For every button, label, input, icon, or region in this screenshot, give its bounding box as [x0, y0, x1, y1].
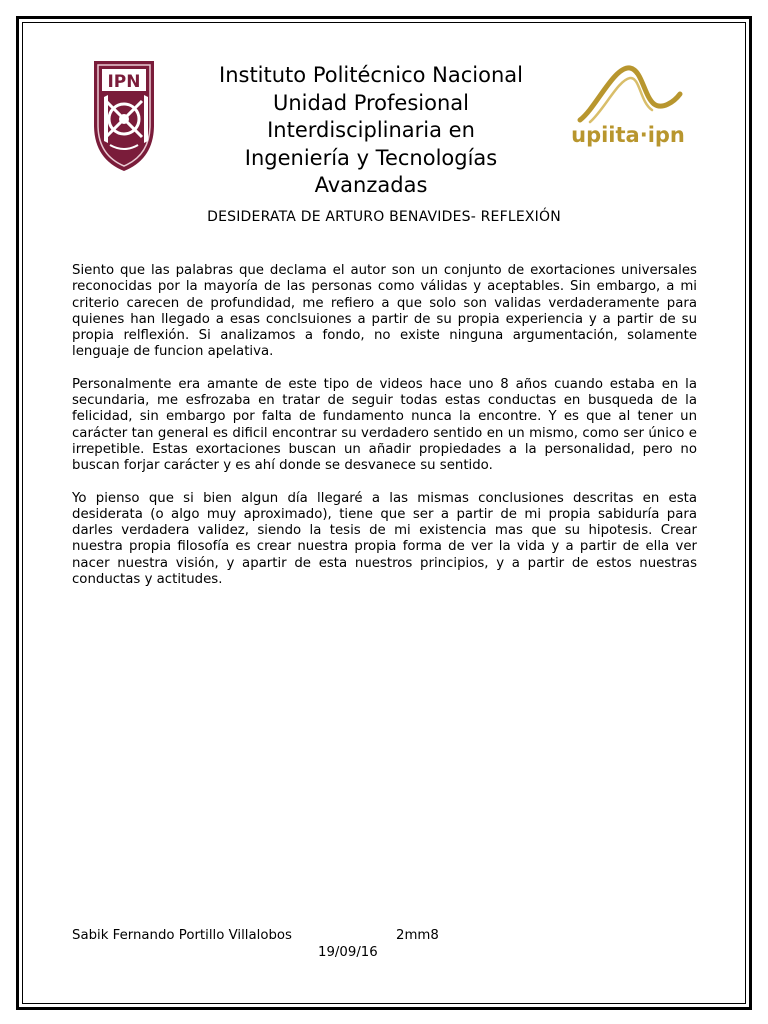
- header-line: Unidad Profesional: [273, 90, 469, 115]
- header-line: Avanzadas: [314, 173, 428, 197]
- upiita-logo: [568, 58, 688, 168]
- group-code: 2mm8: [396, 928, 439, 943]
- header-line: Ingeniería y Tecnologías: [244, 145, 498, 170]
- upiita-logo-text: upiita·ipn: [571, 123, 685, 147]
- paragraph: Yo pienso que si bien algun día llegaré a las mismas conclusiones descritas en esta desiderata (o algo muy aproximado), tiene que ser a partir de mi propia sabiduría para darles verdadera validez, siendo la tesis de mi existencia mas que su hipotesis. Crear nuestra propia filosofía es crear nuestra propia forma de ver la vida y a partir de ella ver nacer nuestra visión, y apartir de esta nuestros principios, y a partir de estos nuestras conductas y actitudes.: [72, 490, 697, 588]
- author-name: Sabik Fernando Portillo Villalobos: [72, 928, 292, 943]
- ipn-logo-text: IPN: [107, 72, 141, 92]
- paragraph: Siento que las palabras que declama el autor son un conjunto de exortaciones universales reconocidas por la mayoría de las personas como válidas y aceptables. Sin embargo, a mi criterio carecen de profundidad, me refiero a que solo son validas verdaderamente para quienes han llegado a esas conclsuiones a partir de su propia experiencia y a partir de su propia relflexión. Si analizamos a fondo, no existe ninguna argumentación, solamente lenguaje de funcion apelativa.: [72, 263, 697, 360]
- header-line: Instituto Politécnico Nacional: [219, 63, 523, 87]
- document-title: DESIDERATA DE ARTURO BENAVIDES- REFLEXIÓN: [207, 209, 561, 225]
- upiita-swoosh-icon: [568, 58, 688, 168]
- document-date: 19/09/16: [318, 945, 378, 960]
- header-line: Interdisciplinaria en: [267, 118, 475, 142]
- ipn-logo: [88, 55, 160, 173]
- paragraph: Personalmente era amante de este tipo de videos hace uno 8 años cuando estaba en la secundaria, me esfrozaba en tratar de seguir todas estas conductas en busqueda de la felicidad, sin embargo por falta de fundamento nunca la encontre. Y es que al tener un carácter tan general es dificil encontrar su verdadero sentido en un mismo, como ser único e irrepetible. Estas exortaciones buscan un añadir propiedades a la personalidad, pero no buscan forjar carácter y es ahí donde se desvanece su sentido.: [72, 376, 697, 474]
- ipn-shield-icon: [88, 55, 160, 173]
- document-body: [72, 263, 697, 604]
- institution-header: [186, 62, 556, 197]
